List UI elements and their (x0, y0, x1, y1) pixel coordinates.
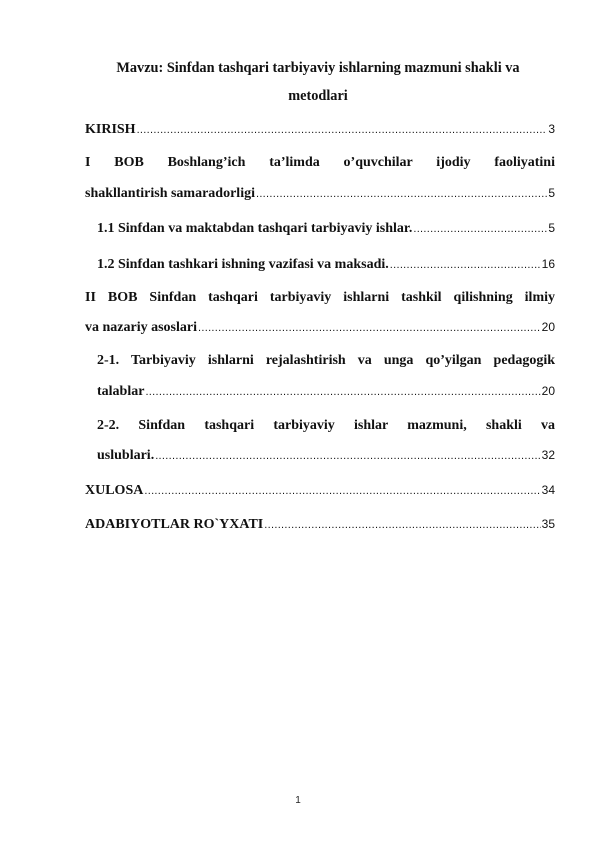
toc-entry-label: talablar (97, 384, 145, 399)
toc-entry-bob2-line-1[interactable]: II BOB Sinfdan tashqari tarbiyaviy ishlarni tashkil qilishning ilmiy (85, 290, 555, 305)
toc-leader-dots (198, 319, 541, 337)
toc-entry-2-1-line-1[interactable]: 2-1. Tarbiyaviy ishlarni rejalashtirish va unga qo’yilgan pedagogik (97, 353, 555, 368)
toc-leader-dots (145, 383, 540, 401)
toc-entry-label: va nazariy asoslari (85, 320, 197, 335)
toc-entry-2-2[interactable] (97, 446, 555, 465)
toc-leader-dots (264, 516, 540, 534)
toc-entry-1-2[interactable] (97, 255, 555, 274)
toc-entry-label: 1.2 Sinfdan tashkari ishning vazifasi va maksadi. (97, 257, 389, 272)
toc-leader-dots (390, 256, 541, 274)
toc-entry-2-1[interactable] (97, 382, 555, 401)
toc-page-number: 35 (541, 517, 555, 531)
toc-entry-label: 1.1 Sinfdan va maktabdan tashqari tarbiyaviy ishlar. (97, 221, 413, 236)
toc-entry-label: uslublari. (97, 448, 155, 463)
toc-entry-xulosa[interactable] (85, 481, 555, 500)
toc-entry-bob2[interactable] (85, 318, 555, 337)
toc-entry-bob1[interactable] (85, 184, 555, 203)
toc-page-number: 5 (548, 221, 555, 235)
toc-page-number: 5 (548, 186, 555, 200)
toc-entry-label: ADABIYOTLAR RO`YXATI (85, 517, 264, 532)
page-number: 1 (295, 795, 301, 806)
toc-entry-label: KIRISH (85, 122, 136, 137)
document-title-line-2: metodlari (288, 88, 348, 104)
toc-leader-dots (155, 447, 540, 465)
toc-leader-dots (256, 185, 547, 203)
toc-leader-dots (137, 121, 548, 139)
toc-page-number: 32 (541, 448, 555, 462)
toc-entry-2-2-line-1[interactable]: 2-2. Sinfdan tashqari tarbiyaviy ishlar mazmuni, shakli va (97, 418, 555, 433)
toc-entry-label: shakllantirish samaradorligi (85, 186, 255, 201)
toc-page-number: 20 (541, 384, 555, 398)
toc-page-number: 3 (548, 122, 555, 136)
toc-entry-1-1[interactable] (97, 219, 555, 238)
toc-page-number: 16 (541, 257, 555, 271)
toc-entry-bob1-line-1[interactable]: I BOB Boshlang’ich ta’limda o’quvchilar ijodiy faoliyatini (85, 155, 555, 170)
toc-entry-label: XULOSA (85, 483, 144, 498)
toc-page-number: 34 (541, 483, 555, 497)
toc-page-number: 20 (541, 320, 555, 334)
toc-entry-adabiyotlar[interactable] (85, 515, 555, 534)
toc-entry-kirish[interactable] (85, 120, 555, 139)
toc-leader-dots (413, 220, 547, 238)
toc-leader-dots (144, 482, 540, 500)
document-title-line-1: Mavzu: Sinfdan tashqari tarbiyaviy ishlarning mazmuni shakli va (116, 60, 520, 76)
